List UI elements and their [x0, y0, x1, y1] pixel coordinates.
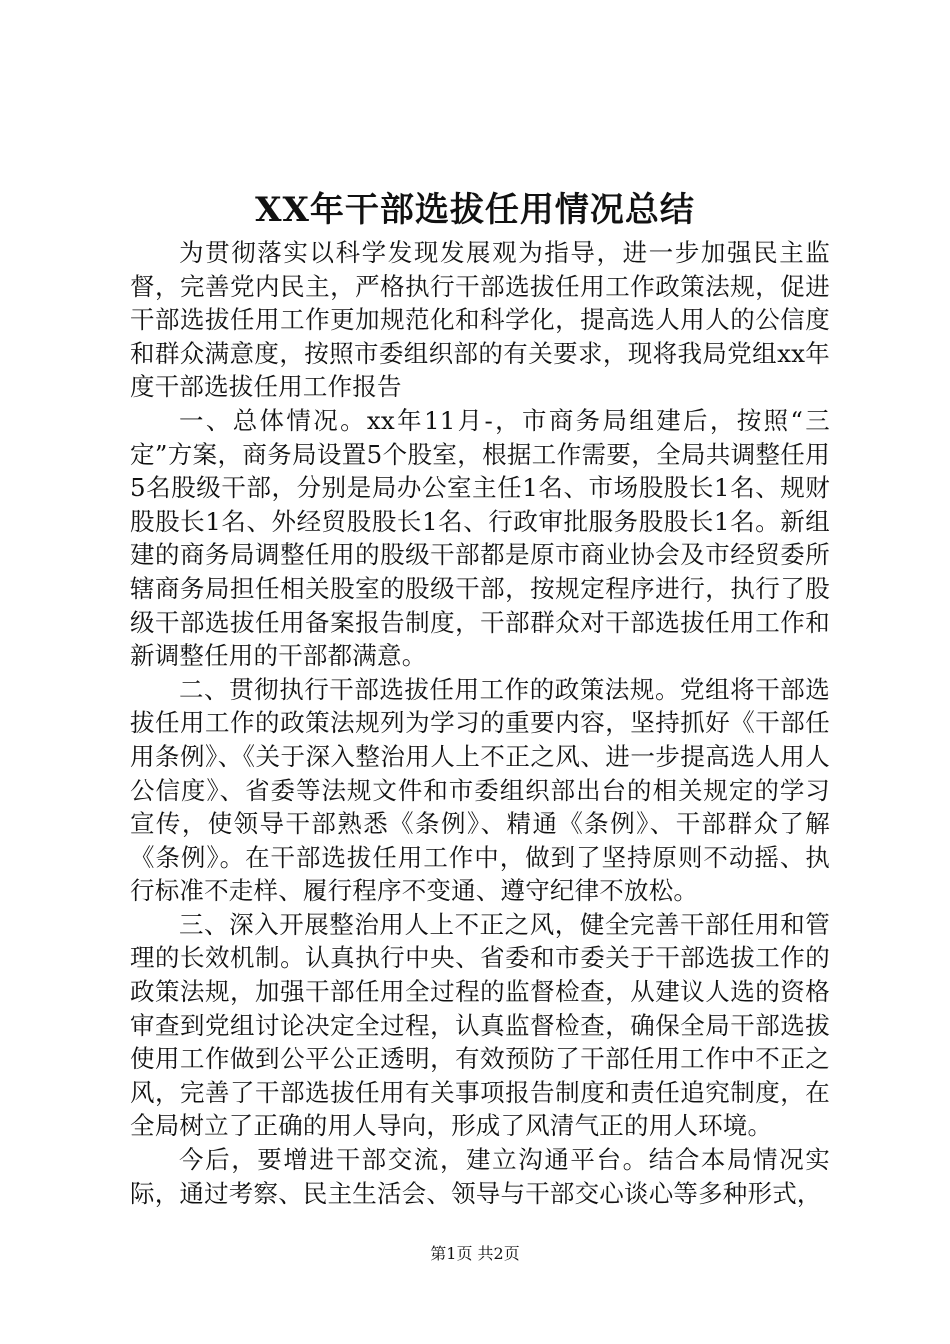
paragraph-intro: 为贯彻落实以科学发现发展观为指导，进一步加强民主监督，完善党内民主，严格执行干部选拔任用工作政策法规，促进干部选拔任用工作更加规范化和科学化，提高选人用人的公信度和群众满意度，按照市委组织部的有关要求，现将我局党组xx年度干部选拔任用工作报告	[130, 238, 830, 402]
paragraph-section-3: 三、深入开展整治用人上不正之风，健全完善干部任用和管理的长效机制。认真执行中央、省委和市委关于干部选拔工作的政策法规，加强干部任用全过程的监督检查，从建议人选的资格审查到党组讨论决定全过程，认真监督检查，确保全局干部选拔使用工作做到公平公正透明，有效预防了干部任用工作中不正之风，完善了干部选拔任用有关事项报告制度和责任追究制度，在全局树立了正确的用人导向，形成了风清气正的用人环境。	[130, 909, 830, 1141]
paragraph-future: 今后，要增进干部交流，建立沟通平台。结合本局情况实际，通过考察、民主生活会、领导与干部交心谈心等多种形式，	[130, 1145, 830, 1208]
document-body	[130, 236, 830, 1210]
document-title: XX年干部选拔任用情况总结	[255, 190, 695, 230]
paragraph-section-2: 二、贯彻执行干部选拔任用工作的政策法规。党组将干部选拔任用工作的政策法规列为学习的重要内容，坚持抓好《干部任用条例》、《关于深入整治用人上不正之风、进一步提高选人用人公信度》、省委等法规文件和市委组织部出台的相关规定的学习宣传，使领导干部熟悉《条例》、精通《条例》、干部群众了解《条例》。在干部选拔任用工作中，做到了坚持原则不动摇、执行标准不走样、履行程序不变通、遵守纪律不放松。	[130, 674, 830, 906]
page-number-footer: 第1页 共2页	[430, 1244, 520, 1263]
paragraph-section-1: 一、总体情况。xx年11月-，市商务局组建后，按照“三定”方案，商务局设置5个股室，根据工作需要，全局共调整任用5名股级干部，分别是局办公室主任1名、市场股股长1名、规财股股长1名、外经贸股股长1名、行政审批服务股股长1名。新组建的商务局调整任用的股级干部都是原市商业协会及市经贸委所辖商务局担任相关股室的股级干部，按规定程序进行，执行了股级干部选拔任用备案报告制度，干部群众对干部选拔任用工作和新调整任用的干部都满意。	[130, 405, 830, 671]
